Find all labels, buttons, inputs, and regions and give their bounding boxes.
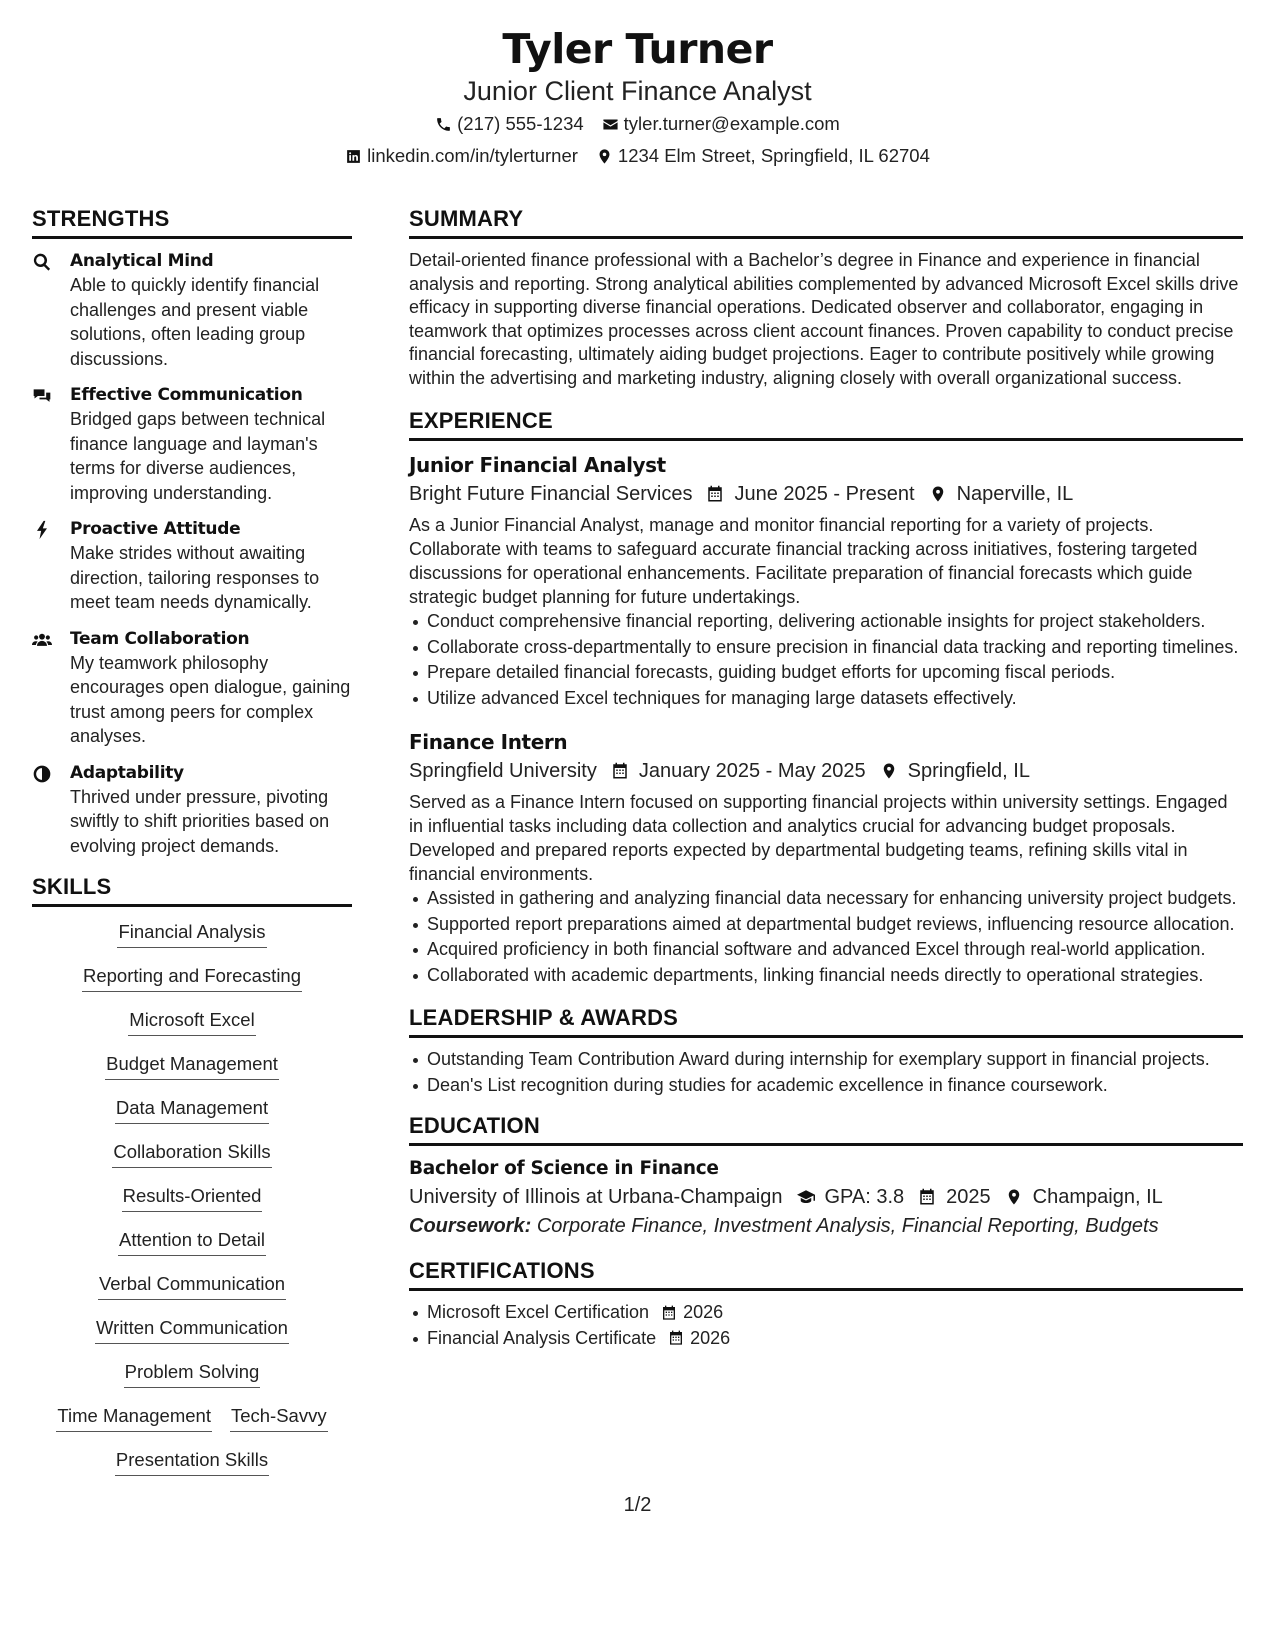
job-company: Springfield University — [409, 760, 597, 782]
skill-tag: Written Communication — [95, 1315, 289, 1344]
gpa: GPA: 3.8 — [824, 1186, 905, 1208]
phone-contact[interactable] — [435, 108, 584, 140]
map-pin-icon — [1005, 1188, 1023, 1206]
job-dates: January 2025 - May 2025 — [638, 760, 866, 782]
calendar-icon — [661, 1305, 677, 1321]
skill-tag: Tech-Savvy — [230, 1403, 328, 1432]
strength-title: Adaptability — [70, 762, 184, 783]
job-entry — [409, 451, 1243, 710]
contact-row-1 — [0, 108, 1275, 140]
skills-list — [32, 917, 352, 1491]
strength-item — [32, 249, 352, 371]
certifications-list — [409, 1301, 1243, 1350]
skill-tag: Verbal Communication — [98, 1271, 286, 1300]
phone-icon — [435, 116, 452, 133]
skill-tag: Problem Solving — [124, 1359, 261, 1388]
bullet-item: Utilize advanced Excel techniques for managing large datasets effectively. — [409, 687, 1243, 711]
leadership-heading: LEADERSHIP & AWARDS — [409, 1005, 1243, 1038]
half-circle-icon — [32, 764, 52, 784]
job-title: Junior Financial Analyst — [409, 453, 666, 477]
candidate-name: Tyler Turner — [502, 25, 773, 73]
bullet-item: Collaborated with academic departments, linking financial needs directly to operational strategies. — [409, 964, 1243, 988]
certification-name: Microsoft Excel Certification — [427, 1302, 650, 1322]
certification-year: 2026 — [683, 1302, 724, 1322]
contact-row-2 — [0, 140, 1275, 172]
calendar-icon — [668, 1330, 684, 1346]
job-location: Springfield, IL — [907, 760, 1030, 782]
comments-icon — [32, 386, 52, 406]
skill-tag: Reporting and Forecasting — [82, 963, 302, 992]
calendar-icon — [706, 485, 724, 503]
job-description: As a Junior Financial Analyst, manage and monitor financial reporting for a variety of projects. Collaborate with teams to safeguard accurate financial tracking across initiatives, fostering targeted discussions for operational enhancements. Facilitate preparation of financial forecasts which guide strategic budget planning for future undertakings. — [409, 515, 1198, 607]
linkedin-text: linkedin.com/in/tylerturner — [367, 145, 578, 166]
left-column — [32, 206, 352, 1491]
strength-title: Team Collaboration — [70, 628, 250, 649]
bullet-item: Conduct comprehensive financial reporting, delivering actionable insights for project stakeholders. — [409, 610, 1243, 634]
experience-heading: EXPERIENCE — [409, 408, 1243, 441]
skill-tag: Budget Management — [105, 1051, 279, 1080]
strength-desc: Able to quickly identify financial challenges and present viable solutions, often leading group discussions. — [70, 275, 320, 369]
map-pin-icon — [596, 148, 613, 165]
strength-title: Proactive Attitude — [70, 519, 241, 539]
strength-title: Effective Communication — [70, 385, 303, 405]
job-dates: June 2025 - Present — [734, 483, 915, 505]
certification-name: Financial Analysis Certificate — [427, 1327, 657, 1348]
map-pin-icon — [880, 762, 898, 780]
phone-text: (217) 555-1234 — [457, 113, 584, 134]
candidate-title: Junior Client Finance Analyst — [463, 76, 812, 106]
address-text: 1234 Elm Street, Springfield, IL 62704 — [617, 145, 930, 166]
summary-heading: SUMMARY — [409, 206, 1243, 239]
skill-tag: Time Management — [56, 1403, 212, 1432]
skill-tag: Data Management — [115, 1095, 269, 1124]
users-icon — [32, 630, 52, 650]
strength-item — [32, 627, 352, 749]
job-entry — [409, 728, 1243, 987]
map-pin-icon — [929, 485, 947, 503]
summary-text: Detail-oriented finance professional with a Bachelor’s degree in Finance and experience in financial analysis and reporting. Strong analytical abilities complemented by advanced Microsoft Excel skills drive efficacy in supporting diverse financial operations. Dedicated observer and collaborator, engaging in teamwork that optimizes processes across client account finances. Proven capability to conduct precise financial forecasting, ultimately aiding budget projections. Eager to contribute positively while growing within the advertising and marketing industry, aligning closely with overall organizational success. — [409, 250, 1239, 388]
coursework-label: Coursework: — [409, 1215, 532, 1237]
skill-tag: Financial Analysis — [117, 919, 266, 948]
bullet-item: Prepare detailed financial forecasts, guiding budget efforts for upcoming fiscal periods. — [409, 661, 1243, 685]
certifications-heading: CERTIFICATIONS — [409, 1258, 1243, 1291]
strength-desc: Make strides without awaiting direction, tailoring responses to meet team needs dynamically. — [70, 543, 320, 612]
graduation-year: 2025 — [946, 1186, 991, 1208]
address-contact — [596, 140, 930, 172]
certification-year: 2026 — [690, 1327, 731, 1348]
bullet-item: Acquired proficiency in both financial software and advanced Excel through real-world application. — [409, 938, 1243, 962]
bullet-item: Supported report preparations aimed at departmental budget reviews, influencing resource allocation. — [409, 913, 1243, 937]
bullet-item: Dean's List recognition during studies for academic excellence in finance coursework. — [409, 1074, 1243, 1098]
strength-desc: Thrived under pressure, pivoting swiftly to shift priorities based on evolving project demands. — [70, 786, 330, 856]
strength-item — [32, 383, 352, 505]
job-company: Bright Future Financial Services — [409, 483, 693, 505]
skill-tag: Collaboration Skills — [112, 1139, 271, 1168]
skills-section — [32, 874, 352, 1491]
job-bullets — [409, 887, 1243, 987]
resume-header — [0, 0, 1275, 172]
email-contact[interactable] — [602, 108, 840, 140]
strength-item — [32, 761, 352, 859]
degree-title: Bachelor of Science in Finance — [409, 1158, 719, 1179]
calendar-icon — [611, 762, 629, 780]
skill-tag: Results-Oriented — [122, 1183, 263, 1212]
right-column — [409, 206, 1243, 1491]
bullet-item: Assisted in gathering and analyzing financial data necessary for enhancing university project budgets. — [409, 887, 1243, 911]
job-meta — [409, 479, 1243, 509]
certification-item — [409, 1327, 1243, 1351]
page-number: 1/2 — [623, 1494, 652, 1516]
bolt-icon — [32, 520, 52, 540]
graduation-cap-icon — [797, 1188, 815, 1206]
coursework-text: Corporate Finance, Investment Analysis, Financial Reporting, Budgets — [536, 1215, 1159, 1237]
strength-desc: Bridged gaps between technical finance language and layman's terms for diverse audiences, improving understanding. — [70, 409, 326, 503]
calendar-icon — [918, 1188, 936, 1206]
job-bullets — [409, 610, 1243, 710]
linkedin-contact[interactable] — [345, 140, 578, 172]
job-description: Served as a Finance Intern focused on supporting financial projects within university settings. Engaged in influential tasks including data collection and analytics crucial for advancing budget proposals. Developed and prepared reports expected by departmental budgeting teams, refining skills vital in financial environments. — [409, 792, 1228, 884]
school-location: Champaign, IL — [1032, 1186, 1163, 1208]
strengths-list — [32, 249, 352, 858]
job-location: Naperville, IL — [956, 483, 1074, 505]
skill-tag: Presentation Skills — [115, 1447, 269, 1476]
certification-item — [409, 1301, 1243, 1325]
job-meta — [409, 756, 1243, 786]
strength-desc: My teamwork philosophy encourages open dialogue, gaining trust among peers for complex analyses. — [70, 652, 351, 746]
bullet-item: Collaborate cross-departmentally to ensure precision in financial data tracking and reporting timelines. — [409, 636, 1243, 660]
resume-columns — [32, 206, 1243, 1491]
search-icon — [32, 252, 52, 272]
linkedin-icon — [345, 148, 362, 165]
strengths-heading: STRENGTHS — [32, 206, 352, 239]
leadership-list — [409, 1048, 1243, 1097]
envelope-icon — [602, 116, 619, 133]
strength-item — [32, 517, 352, 615]
skills-heading: SKILLS — [32, 874, 352, 907]
education-heading: EDUCATION — [409, 1113, 1243, 1146]
education-meta — [409, 1182, 1243, 1212]
school-name: University of Illinois at Urbana-Champaign — [409, 1186, 783, 1208]
bullet-item: Outstanding Team Contribution Award during internship for exemplary support in financial projects. — [409, 1048, 1243, 1072]
job-title: Finance Intern — [409, 730, 568, 754]
skill-tag: Microsoft Excel — [128, 1007, 255, 1036]
coursework — [409, 1212, 1243, 1240]
skill-tag: Attention to Detail — [118, 1227, 266, 1256]
strength-title: Analytical Mind — [70, 251, 214, 271]
email-text: tyler.turner@example.com — [623, 113, 840, 134]
